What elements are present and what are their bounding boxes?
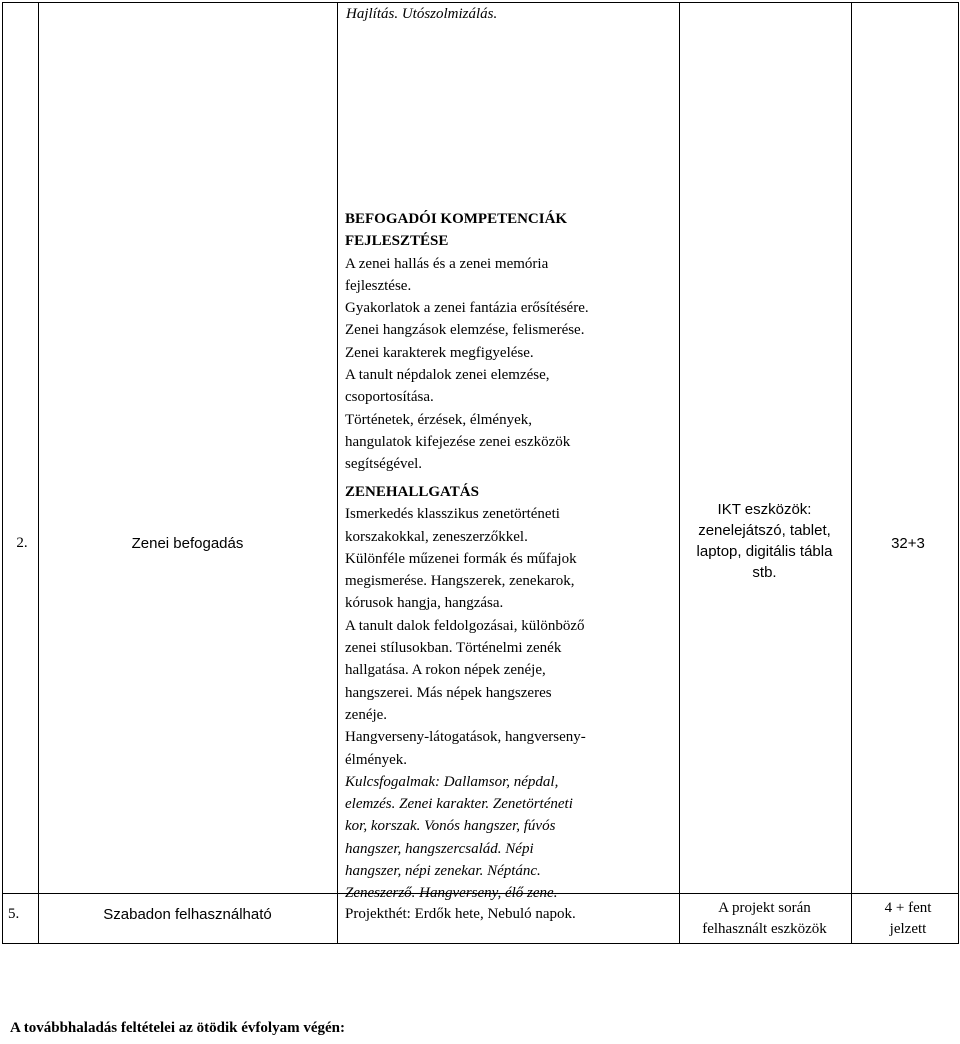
tools-line: IKT eszközök: (717, 501, 812, 518)
col-divider-4 (851, 2, 852, 944)
tools-cell (682, 499, 847, 583)
table-top-border (2, 2, 959, 3)
tools-line: felhasznált eszközök (702, 921, 827, 937)
hours-cell (858, 898, 958, 940)
content-line: Zenei karakterek megfigyelése. (345, 344, 534, 361)
content-line: Ismerkedés klasszikus zenetörténeti (345, 506, 560, 523)
key-concepts-line: elemzés. Zenei karakter. Zenetörténeti (345, 796, 573, 813)
content-line: hangulatok kifejezése zenei eszközök (345, 433, 571, 450)
content-line: zenéje. (345, 706, 388, 723)
music-listening-section (345, 481, 675, 905)
section-title: FEJLESZTÉSE (345, 233, 449, 250)
content-line: élmények. (345, 751, 408, 768)
hours-line: 4 + fent (884, 900, 932, 916)
content-line: megismerése. Hangszerek, zenekarok, (345, 573, 575, 590)
key-concepts-line: kor, korszak. Vonós hangszer, fúvós (345, 818, 556, 835)
content-line: korszakokkal, zeneszerzőkkel. (345, 528, 528, 545)
row-topic-name: Zenei befogadás (131, 535, 244, 552)
content-line: segítségével. (345, 456, 423, 473)
section-title: ZENEHALLGATÁS (345, 484, 479, 500)
content-line: csoportosítása. (345, 389, 434, 406)
free-use-content: Projekthét: Erdők hete, Nebuló napok. (345, 906, 576, 922)
col-divider-2 (337, 2, 338, 944)
content-line: Zenei hangzások elemzése, felismerése. (345, 322, 585, 339)
content-line: Különféle műzenei formák és műfajok (345, 550, 577, 567)
content-line: kórusok hangja, hangzása. (345, 595, 504, 612)
table-left-border (2, 2, 3, 944)
content-line: A tanult dalok feldolgozásai, különböző (345, 617, 585, 634)
tools-line: A projekt során (718, 900, 811, 916)
key-concepts-line: Kulcsfogalmak: Dallamsor, népdal, (345, 773, 559, 790)
content-line: Gyakorlatok a zenei fantázia erősítésére. (345, 300, 589, 317)
tools-cell (682, 898, 847, 940)
hours-line: jelzett (889, 921, 927, 937)
table-bottom-border (2, 943, 959, 944)
row-topic-name: Szabadon felhasználható (103, 906, 272, 923)
section-heading: A továbbhaladás feltételei az ötödik évfolyam végén: (10, 1020, 345, 1036)
hours-cell: 32+3 (891, 535, 925, 552)
section-title: BEFOGADÓI KOMPETENCIÁK (345, 211, 568, 227)
key-concepts-line: hangszer, hangszercsalád. Népi (345, 840, 534, 857)
content-line: A zenei hallás és a zenei memória (345, 255, 549, 272)
table-right-border (958, 2, 959, 944)
content-line: Történetek, érzések, élmények, (345, 411, 532, 428)
tools-line: laptop, digitális tábla (696, 543, 833, 560)
content-line: Hangverseny-látogatások, hangverseny- (345, 729, 586, 746)
content-line: hallgatása. A rokon népek zenéje, (345, 662, 546, 679)
tools-line: stb. (752, 564, 777, 581)
col-divider-1 (38, 2, 39, 944)
content-line: fejlesztése. (345, 277, 412, 294)
receptive-competence-section (345, 208, 675, 476)
row-number: 5. (8, 906, 20, 922)
key-concepts-line: Zeneszerző. Hangverseny, élő zene. (345, 885, 558, 902)
key-concepts-line: hangszer, népi zenekar. Néptánc. (345, 863, 541, 880)
row-number: 2. (16, 535, 28, 551)
content-line: hangszerei. Más népek hangszeres (345, 684, 552, 701)
content-line: zenei stílusokban. Történelmi zenék (345, 640, 562, 657)
tools-line: zenelejátszó, tablet, (698, 522, 831, 539)
col-divider-3 (679, 2, 680, 944)
top-row-text: Hajlítás. Utószolmizálás. (346, 6, 498, 22)
content-line: A tanult népdalok zenei elemzése, (345, 367, 550, 384)
